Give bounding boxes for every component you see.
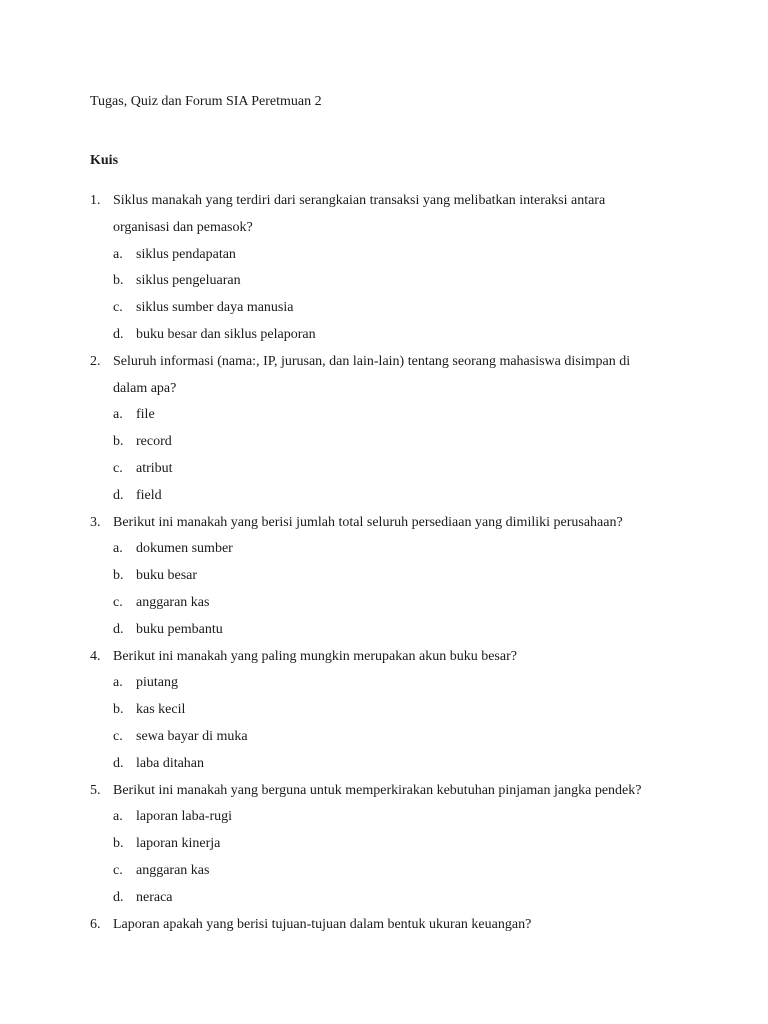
answer-option	[113, 322, 690, 349]
option-text: neraca	[136, 889, 173, 905]
option-text: siklus sumber daya manusia	[136, 300, 294, 316]
answer-option	[113, 858, 690, 885]
answer-option	[113, 456, 690, 483]
option-text: atribut	[136, 460, 173, 476]
option-letter: b.	[113, 568, 124, 584]
question-number: 6.	[90, 916, 101, 932]
option-letter: d.	[113, 621, 124, 637]
document-title: Tugas, Quiz dan Forum SIA Peretmuan 2	[90, 94, 322, 109]
question-number: 3.	[90, 514, 101, 530]
answer-option	[113, 295, 690, 322]
option-letter: c.	[113, 728, 123, 744]
question-text: Berikut ini manakah yang paling mungkin merupakan akun buku besar?	[113, 648, 517, 664]
option-letter: d.	[113, 889, 124, 905]
answer-option	[113, 429, 690, 456]
answer-option	[113, 617, 690, 644]
option-text: siklus pendapatan	[136, 246, 236, 262]
answer-option	[113, 697, 690, 724]
answer-option	[113, 724, 690, 751]
option-text: laporan laba-rugi	[136, 809, 233, 825]
option-letter: a.	[113, 246, 123, 262]
question-number: 2.	[90, 353, 101, 369]
option-letter: a.	[113, 541, 123, 557]
option-letter: b.	[113, 273, 124, 289]
question-number: 4.	[90, 648, 101, 664]
answer-option	[113, 590, 690, 617]
option-letter: d.	[113, 326, 124, 342]
question-item	[90, 510, 690, 644]
option-letter: b.	[113, 434, 124, 450]
answer-option	[113, 402, 690, 429]
answer-option	[113, 536, 690, 563]
question-number: 5.	[90, 782, 101, 798]
option-text: record	[136, 434, 172, 450]
option-text: buku besar dan siklus pelaporan	[136, 326, 316, 342]
option-text: anggaran kas	[136, 594, 210, 610]
question-text: Siklus manakah yang terdiri dari serangkaian transaksi yang melibatkan interaksi antara	[113, 193, 606, 208]
option-letter: b.	[113, 836, 124, 852]
option-letter: b.	[113, 702, 124, 718]
question-item	[90, 188, 690, 349]
question-text: Berikut ini manakah yang berisi jumlah total seluruh persediaan yang dimiliki perusahaan?	[113, 514, 623, 530]
option-text: anggaran kas	[136, 862, 210, 878]
answer-option	[113, 242, 690, 269]
option-letter: a.	[113, 407, 123, 423]
option-text: laba ditahan	[136, 755, 205, 771]
answer-option	[113, 751, 690, 778]
option-letter: a.	[113, 809, 123, 825]
option-list	[113, 536, 690, 643]
answer-option	[113, 831, 690, 858]
option-list	[113, 804, 690, 911]
option-text: laporan kinerja	[136, 836, 221, 852]
question-text: Laporan apakah yang berisi tujuan-tujuan dalam bentuk ukuran keuangan?	[113, 916, 532, 932]
answer-option	[113, 885, 690, 912]
option-letter: d.	[113, 487, 124, 503]
option-list	[113, 402, 690, 509]
option-text: dokumen sumber	[136, 541, 233, 557]
question-item	[90, 349, 690, 510]
answer-option	[113, 268, 690, 295]
option-list	[113, 670, 690, 777]
option-text: buku besar	[136, 568, 198, 584]
option-letter: c.	[113, 594, 123, 610]
option-text: siklus pengeluaran	[136, 273, 241, 289]
option-letter: c.	[113, 300, 123, 316]
answer-option	[113, 804, 690, 831]
option-text: sewa bayar di muka	[136, 728, 248, 744]
question-text: Berikut ini manakah yang berguna untuk memperkirakan kebutuhan pinjaman jangka pendek?	[113, 782, 642, 798]
option-text: file	[136, 407, 155, 423]
option-letter: c.	[113, 862, 123, 878]
option-text: field	[136, 487, 162, 503]
option-letter: c.	[113, 460, 123, 476]
question-list	[90, 188, 690, 938]
option-text: kas kecil	[136, 702, 186, 718]
question-text: organisasi dan pemasok?	[113, 219, 253, 235]
section-heading: Kuis	[90, 153, 119, 168]
question-text: Seluruh informasi (nama:, IP, jurusan, dan lain-lain) tentang seorang mahasiswa disimpan di	[113, 353, 631, 369]
question-item	[90, 644, 690, 778]
question-text: dalam apa?	[113, 380, 177, 396]
option-text: buku pembantu	[136, 621, 223, 637]
option-text: piutang	[136, 675, 178, 691]
answer-option	[113, 563, 690, 590]
question-item	[90, 912, 690, 939]
question-number: 1.	[90, 193, 101, 208]
option-letter: d.	[113, 755, 124, 771]
answer-option	[113, 670, 690, 697]
answer-option	[113, 483, 690, 510]
option-list	[113, 242, 690, 349]
option-letter: a.	[113, 675, 123, 691]
question-item	[90, 778, 690, 912]
